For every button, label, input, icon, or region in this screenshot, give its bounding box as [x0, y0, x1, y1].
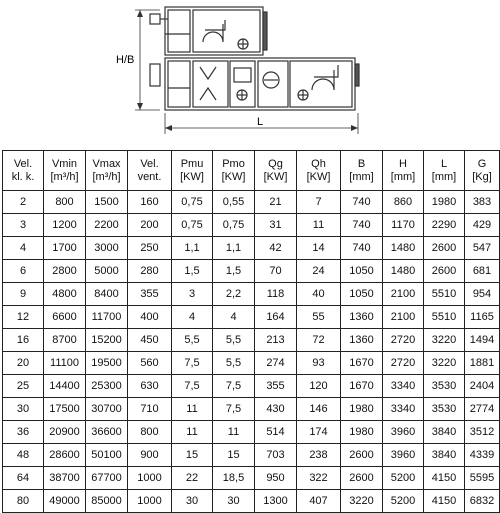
table-cell: 4150 [424, 490, 465, 513]
table-cell: 7 [297, 191, 341, 214]
column-header-unit: kl. k. [11, 170, 35, 183]
column-header [383, 151, 424, 191]
table-cell: 1,5 [172, 260, 213, 283]
column-header [3, 151, 44, 191]
column-header [213, 151, 255, 191]
table-cell: 3 [3, 214, 44, 237]
table-cell: 250 [128, 237, 172, 260]
table-cell: 900 [128, 444, 172, 467]
column-header-unit: vent. [137, 170, 162, 183]
table-cell: 2600 [424, 260, 465, 283]
table-cell: 22 [172, 467, 213, 490]
filter-icon [200, 67, 216, 100]
table-cell: 7,5 [213, 398, 255, 421]
table-row [3, 421, 500, 444]
table-cell: 40 [297, 283, 341, 306]
table-cell: 4 [3, 237, 44, 260]
table-cell: 450 [128, 329, 172, 352]
table-cell: 547 [465, 237, 500, 260]
table-cell: 50100 [86, 444, 128, 467]
table-cell: 4150 [424, 467, 465, 490]
table-cell: 19500 [86, 352, 128, 375]
table-cell: 7,5 [172, 352, 213, 375]
table-cell: 5510 [424, 283, 465, 306]
table-cell: 11 [172, 398, 213, 421]
table-cell: 3960 [383, 421, 424, 444]
column-header [86, 151, 128, 191]
table-cell: 2100 [383, 283, 424, 306]
table-cell: 5000 [86, 260, 128, 283]
column-header-unit: [m³/h] [92, 170, 121, 183]
length-label: L [257, 116, 264, 128]
table-cell: 355 [128, 283, 172, 306]
table-cell: 3840 [424, 421, 465, 444]
table-cell: 48 [3, 444, 44, 467]
table-cell: 30 [3, 398, 44, 421]
table-cell: 3340 [383, 398, 424, 421]
table-cell: 3960 [383, 444, 424, 467]
table-cell: 11 [297, 214, 341, 237]
table-cell: 160 [128, 191, 172, 214]
table-cell: 681 [465, 260, 500, 283]
column-header-unit: [Kg] [472, 170, 492, 183]
table-cell: 38700 [44, 467, 86, 490]
table-cell: 1050 [341, 260, 383, 283]
table-cell: 14 [297, 237, 341, 260]
table-cell: 383 [465, 191, 500, 214]
table-cell: 5200 [383, 490, 424, 513]
table-cell: 49000 [44, 490, 86, 513]
table-cell: 238 [297, 444, 341, 467]
table-cell: 1,1 [172, 237, 213, 260]
table-header-row [3, 151, 500, 191]
table-cell: 3 [172, 283, 213, 306]
table-cell: 15200 [86, 329, 128, 352]
column-header [128, 151, 172, 191]
table-cell: 1670 [341, 352, 383, 375]
table-cell: 322 [297, 467, 341, 490]
column-header [297, 151, 341, 191]
column-header-unit: [KW] [221, 170, 246, 183]
table-cell: 25 [3, 375, 44, 398]
table-cell: 1700 [44, 237, 86, 260]
column-header-name: G [477, 157, 487, 170]
table-cell: 18,5 [213, 467, 255, 490]
table-cell: 1,5 [213, 260, 255, 283]
table-cell: 0,55 [213, 191, 255, 214]
table-cell: 5,5 [213, 329, 255, 352]
table-cell: 6832 [465, 490, 500, 513]
table-cell: 15 [213, 444, 255, 467]
table-cell: 2200 [86, 214, 128, 237]
table-row [3, 467, 500, 490]
table-cell: 11700 [86, 306, 128, 329]
table-row [3, 283, 500, 306]
table-cell: 2800 [44, 260, 86, 283]
table-row [3, 352, 500, 375]
table-cell: 70 [255, 260, 297, 283]
table-cell: 954 [465, 283, 500, 306]
table-cell: 3000 [86, 237, 128, 260]
table-cell: 2774 [465, 398, 500, 421]
column-header-name: Vel. [140, 157, 159, 170]
table-cell: 1480 [383, 237, 424, 260]
table-cell: 80 [3, 490, 44, 513]
table-cell: 174 [297, 421, 341, 444]
column-header-unit: [mm] [390, 170, 416, 183]
table-cell: 7,5 [172, 375, 213, 398]
table-cell: 860 [383, 191, 424, 214]
table-cell: 407 [297, 490, 341, 513]
column-header-name: Qh [311, 157, 326, 170]
table-cell: 164 [255, 306, 297, 329]
lower-fan-section [290, 61, 352, 107]
table-cell: 213 [255, 329, 297, 352]
column-header-name: B [357, 157, 366, 170]
table-cell: 5595 [465, 467, 500, 490]
table-cell: 1980 [341, 398, 383, 421]
table-cell: 25300 [86, 375, 128, 398]
column-header-unit: [KW] [306, 170, 331, 183]
table-cell: 3530 [424, 398, 465, 421]
table-cell: 274 [255, 352, 297, 375]
table-cell: 36600 [86, 421, 128, 444]
column-header-name: Vmin [51, 157, 78, 170]
table-cell: 355 [255, 375, 297, 398]
damper-section [168, 61, 190, 107]
table-cell: 703 [255, 444, 297, 467]
table-cell: 146 [297, 398, 341, 421]
column-header-unit: [mm] [349, 170, 374, 183]
table-cell: 2 [3, 191, 44, 214]
table-cell: 710 [128, 398, 172, 421]
column-header-unit: [KW] [263, 170, 288, 183]
table-row [3, 490, 500, 513]
table-row [3, 260, 500, 283]
table-cell: 0,75 [172, 191, 213, 214]
table-cell: 72 [297, 329, 341, 352]
upper-fan-icon [203, 24, 223, 42]
table-cell: 800 [44, 191, 86, 214]
table-cell: 11 [213, 421, 255, 444]
table-cell: 1300 [255, 490, 297, 513]
table-cell: 4 [172, 306, 213, 329]
table-cell: 3220 [424, 329, 465, 352]
table-cell: 2720 [383, 352, 424, 375]
table-cell: 5,5 [172, 329, 213, 352]
table-cell: 1200 [44, 214, 86, 237]
table-cell: 2600 [424, 237, 465, 260]
table-cell: 429 [465, 214, 500, 237]
table-cell: 1,1 [213, 237, 255, 260]
table-cell: 16 [3, 329, 44, 352]
table-cell: 30 [172, 490, 213, 513]
upper-damper-section [168, 10, 190, 52]
column-header-name: Qg [268, 157, 283, 170]
column-header [341, 151, 383, 191]
heat-recovery-section [258, 61, 288, 107]
table-cell: 2600 [341, 444, 383, 467]
table-cell: 1000 [128, 490, 172, 513]
table-cell: 4 [213, 306, 255, 329]
column-header-name: Pmu [180, 157, 204, 170]
table-cell: 11 [172, 421, 213, 444]
table-cell: 0,75 [172, 214, 213, 237]
air-handling-unit-diagram [0, 0, 500, 150]
table-cell: 15 [172, 444, 213, 467]
table-cell: 7,5 [213, 375, 255, 398]
height-width-label: H/B [116, 54, 135, 66]
table-row [3, 214, 500, 237]
table-cell: 11100 [44, 352, 86, 375]
table-cell: 3340 [383, 375, 424, 398]
table-cell: 1980 [424, 191, 465, 214]
table-cell: 2720 [383, 329, 424, 352]
table-cell: 31 [255, 214, 297, 237]
table-cell: 3220 [341, 490, 383, 513]
table-cell: 3512 [465, 421, 500, 444]
filter-section [193, 61, 228, 107]
table-cell: 30700 [86, 398, 128, 421]
column-header [44, 151, 86, 191]
table-cell: 5200 [383, 467, 424, 490]
table-cell: 5,5 [213, 352, 255, 375]
table-cell: 6600 [44, 306, 86, 329]
table-row [3, 237, 500, 260]
table-cell: 1360 [341, 329, 383, 352]
table-cell: 1670 [341, 375, 383, 398]
table-row [3, 375, 500, 398]
table-cell: 2,2 [213, 283, 255, 306]
column-header [424, 151, 465, 191]
table-row [3, 398, 500, 421]
table-row [3, 306, 500, 329]
table-cell: 3840 [424, 444, 465, 467]
table-cell: 24 [297, 260, 341, 283]
table-cell: 4339 [465, 444, 500, 467]
table-cell: 9 [3, 283, 44, 306]
table-row [3, 191, 500, 214]
table-cell: 20 [3, 352, 44, 375]
table-cell: 4800 [44, 283, 86, 306]
table-cell: 120 [297, 375, 341, 398]
table-cell: 93 [297, 352, 341, 375]
table-cell: 1000 [128, 467, 172, 490]
table-cell: 0,75 [213, 214, 255, 237]
table-cell: 3220 [424, 352, 465, 375]
table-cell: 3530 [424, 375, 465, 398]
column-header-name: H [399, 157, 407, 170]
table-cell: 2600 [341, 467, 383, 490]
table-cell: 280 [128, 260, 172, 283]
table-cell: 118 [255, 283, 297, 306]
table-cell: 30 [213, 490, 255, 513]
table-cell: 630 [128, 375, 172, 398]
table-cell: 1170 [383, 214, 424, 237]
table-cell: 1050 [341, 283, 383, 306]
table-cell: 514 [255, 421, 297, 444]
upper-fan-section [193, 10, 260, 52]
table-cell: 950 [255, 467, 297, 490]
table-cell: 1881 [465, 352, 500, 375]
table-cell: 8700 [44, 329, 86, 352]
column-header-name: Vmax [92, 157, 121, 170]
column-header-name: Vel. [13, 157, 33, 170]
table-cell: 6 [3, 260, 44, 283]
table-cell: 2100 [383, 306, 424, 329]
table-cell: 67700 [86, 467, 128, 490]
table-cell: 12 [3, 306, 44, 329]
table-row [3, 329, 500, 352]
table-cell: 42 [255, 237, 297, 260]
table-cell: 740 [341, 191, 383, 214]
table-cell: 1500 [86, 191, 128, 214]
column-header [465, 151, 500, 191]
table-cell: 17500 [44, 398, 86, 421]
table-cell: 55 [297, 306, 341, 329]
table-cell: 1360 [341, 306, 383, 329]
table-cell: 1480 [383, 260, 424, 283]
spec-table [2, 150, 500, 513]
table-cell: 64 [3, 467, 44, 490]
table-row [3, 444, 500, 467]
table-cell: 14400 [44, 375, 86, 398]
table-cell: 28600 [44, 444, 86, 467]
table-cell: 2290 [424, 214, 465, 237]
column-header-unit: [KW] [180, 170, 204, 183]
column-header-unit: [m³/h] [50, 170, 79, 183]
column-header [255, 151, 297, 191]
upper-unit-frame [165, 7, 263, 55]
table-cell: 430 [255, 398, 297, 421]
column-header-unit: [mm] [431, 170, 457, 183]
table-cell: 1165 [465, 306, 500, 329]
lower-inlet-flange [150, 64, 160, 86]
table-cell: 85000 [86, 490, 128, 513]
table-cell: 740 [341, 237, 383, 260]
table-cell: 800 [128, 421, 172, 444]
unit-drawing [0, 0, 500, 150]
table-cell: 1494 [465, 329, 500, 352]
table-cell: 5510 [424, 306, 465, 329]
table-cell: 400 [128, 306, 172, 329]
table-cell: 200 [128, 214, 172, 237]
table-cell: 740 [341, 214, 383, 237]
column-header-name: L [440, 157, 448, 170]
table-cell: 8400 [86, 283, 128, 306]
table-cell: 2404 [465, 375, 500, 398]
table-body [3, 191, 500, 513]
table-cell: 20900 [44, 421, 86, 444]
table-cell: 36 [3, 421, 44, 444]
table-cell: 21 [255, 191, 297, 214]
column-header-name: Pmo [222, 157, 245, 170]
lower-fan-icon [312, 70, 334, 90]
column-header [172, 151, 213, 191]
upper-inlet-flange [150, 14, 160, 24]
table-cell: 560 [128, 352, 172, 375]
table-cell: 1980 [341, 421, 383, 444]
